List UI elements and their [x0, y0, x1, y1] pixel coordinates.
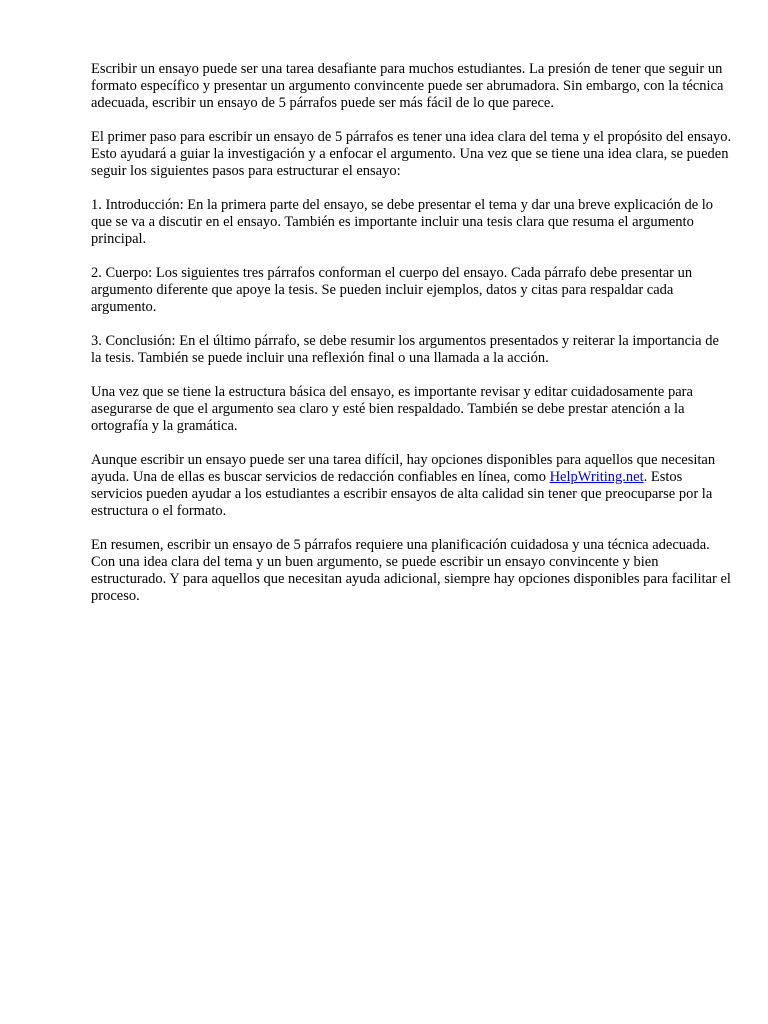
paragraph-intro: Escribir un ensayo puede ser una tarea desafiante para muchos estudiantes. La presión de tener que seguir un formato específico y presentar un argumento convincente puede ser abrumadora. Sin embargo, con la técnica adecuada, escribir un ensayo de 5 párrafos puede ser más fácil de lo que parece.	[91, 61, 724, 111]
paragraph-introduction-step: 1. Introducción: En la primera parte del ensayo, se debe presentar el tema y dar una breve explicación de lo que se va a discutir en el ensayo. También es importante incluir una tesis clara que resuma el argumento principal.	[91, 197, 714, 247]
help-text-after-link: . Estos servicios pueden ayudar a los estudiantes a escribir ensayos de alta calidad sin tener que preocuparse por la estructura o el formato.	[91, 469, 713, 519]
help-text-before-link: Aunque escribir un ensayo puede ser una tarea difícil, hay opciones disponibles para aquellos que necesitan ayuda. Una de ellas es buscar servicios de redacción confiables en línea, como	[91, 452, 716, 485]
paragraph-first-step: El primer paso para escribir un ensayo de 5 párrafos es tener una idea clara del tema y el propósito del ensayo. Esto ayudará a guiar la investigación y a enfocar el argumento. Una vez que se tiene una idea clara, se pueden seguir los siguientes pasos para estructurar el ensayo:	[91, 129, 732, 179]
paragraph-body-step: 2. Cuerpo: Los siguientes tres párrafos conforman el cuerpo del ensayo. Cada párrafo debe presentar un argumento diferente que apoye la tesis. Se pueden incluir ejemplos, datos y citas para respaldar cada argumento.	[91, 265, 693, 315]
paragraph-summary: En resumen, escribir un ensayo de 5 párrafos requiere una planificación cuidadosa y una técnica adecuada. Con una idea clara del tema y un buen argumento, se puede escribir un ensayo convincente y bien estructurado. Y para aquellos que necesitan ayuda adicional, siempre hay opciones disponibles para facilitar el proceso.	[91, 537, 731, 604]
paragraph-help-services	[91, 452, 732, 520]
paragraph-conclusion-step: 3. Conclusión: En el último párrafo, se debe resumir los argumentos presentados y reiterar la importancia de la tesis. También se puede incluir una reflexión final o una llamada a la acción.	[91, 333, 719, 366]
paragraph-revision: Una vez que se tiene la estructura básica del ensayo, es importante revisar y editar cuidadosamente para asegurarse de que el argumento sea claro y esté bien respaldado. También se debe prestar atención a la ortografía y la gramática.	[91, 384, 693, 434]
helpwriting-link[interactable]: HelpWriting.net	[549, 469, 644, 485]
